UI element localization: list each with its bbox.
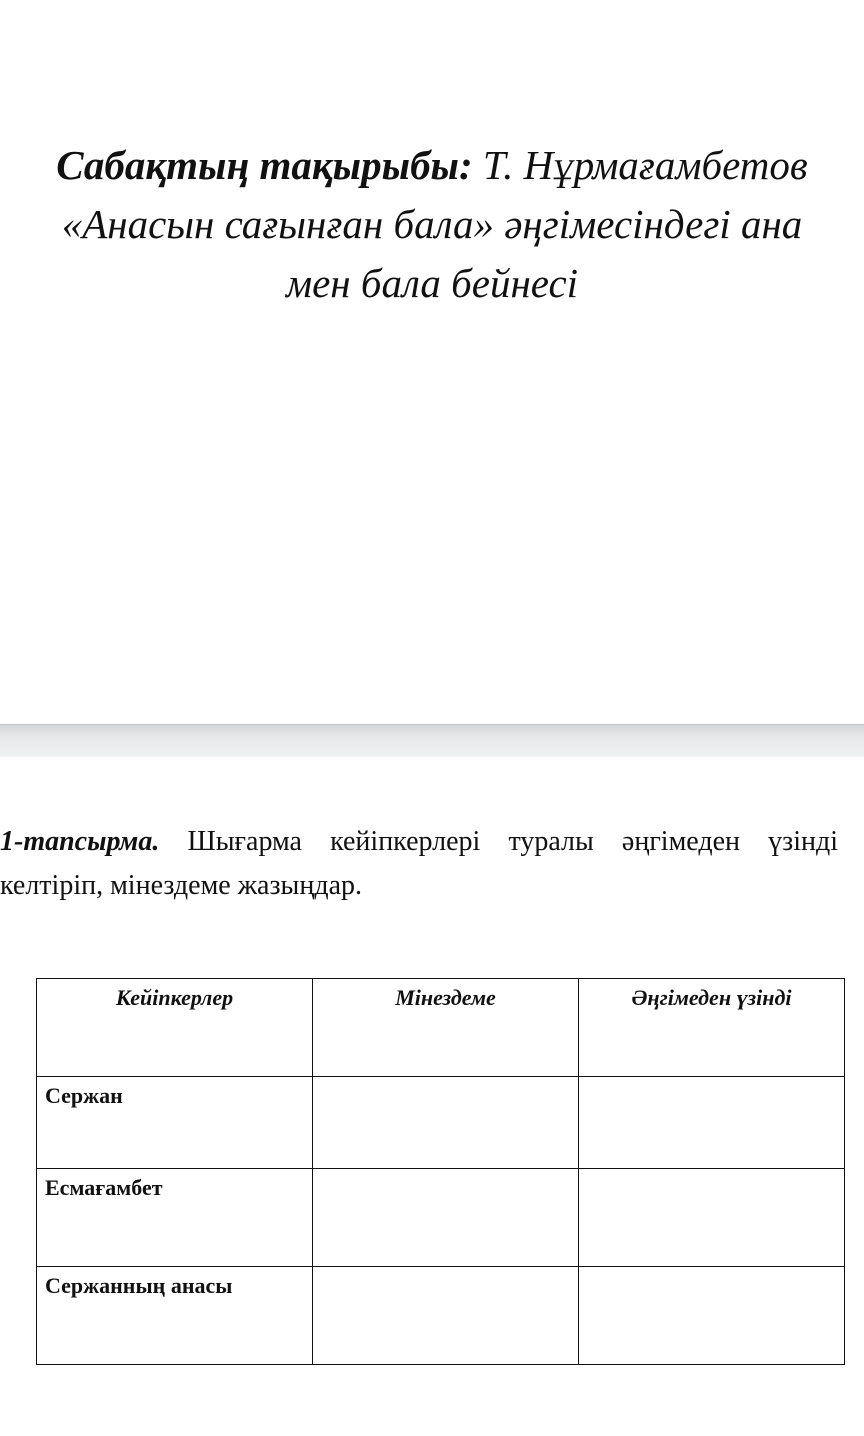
task-label: 1-тапсырма. [0, 826, 160, 857]
table-header-row [37, 979, 845, 1077]
excerpt-cell[interactable] [579, 1267, 845, 1365]
character-name-cell: Сержан [37, 1077, 313, 1169]
characterization-cell[interactable] [313, 1267, 579, 1365]
header-excerpt: Әңгімеден үзінді [579, 979, 845, 1077]
character-name-cell: Сержанның анасы [37, 1267, 313, 1365]
title-lead: Сабақтың тақырыбы: [56, 142, 473, 188]
character-name-cell: Есмағамбет [37, 1169, 313, 1267]
page-separator [0, 724, 864, 758]
task-instruction [0, 820, 838, 908]
header-characterization: Мінездеме [313, 979, 579, 1077]
excerpt-cell[interactable] [579, 1169, 845, 1267]
task-text-2: үзінді келтіріп, мінездеме жазыңдар. [0, 826, 839, 901]
table-row [37, 1169, 845, 1267]
excerpt-cell[interactable] [579, 1077, 845, 1169]
title-line-2: «Анасын сағынған бала» әңгімесіндегі ана [61, 201, 803, 247]
title-line-1 [20, 136, 844, 195]
header-characters: Кейіпкерлер [37, 979, 313, 1077]
task-text-1: Шығарма кейіпкерлері туралы әңгімеден [187, 826, 741, 857]
title-line-3: мен бала бейнесі [285, 260, 579, 306]
lesson-title [20, 136, 844, 313]
table-row [37, 1077, 845, 1169]
table-row [37, 1267, 845, 1365]
characterization-cell[interactable] [313, 1077, 579, 1169]
characters-table [36, 978, 845, 1365]
title-author: Т. Нұрмағамбетов [482, 142, 808, 188]
characterization-cell[interactable] [313, 1169, 579, 1267]
